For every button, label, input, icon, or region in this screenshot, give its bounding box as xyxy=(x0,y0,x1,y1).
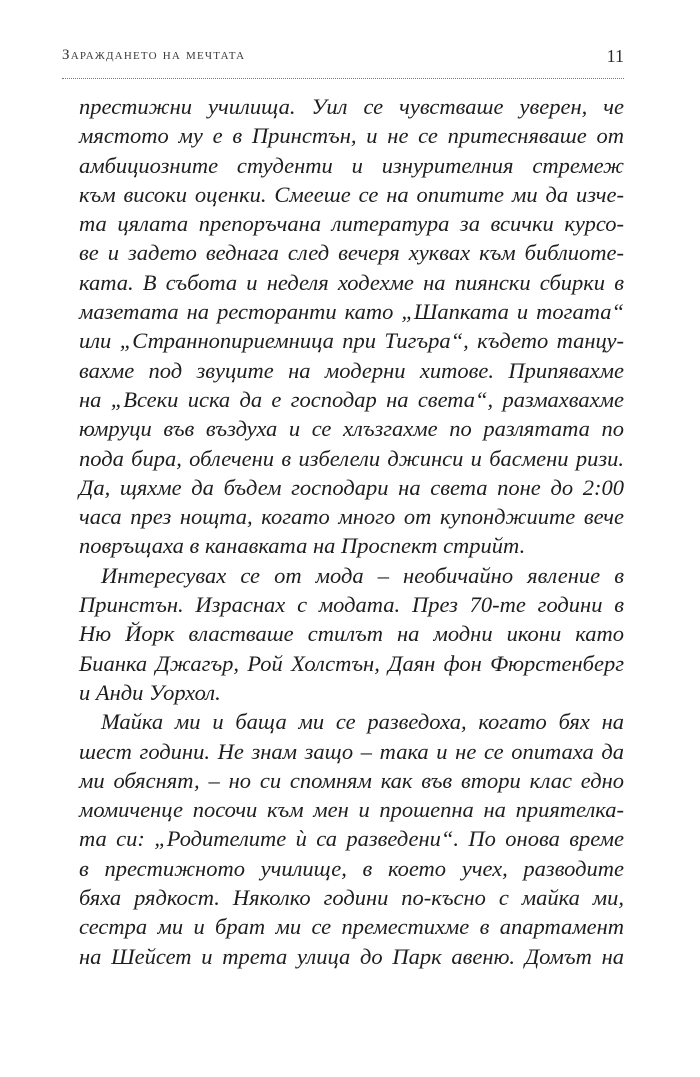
text-line: Бианка Джагър, Рой Холстън, Даян фон Фюрстенберг xyxy=(79,650,624,676)
text-line: амбициозните студенти и изнурителния стремеж xyxy=(79,152,624,178)
text-line: и Анди Уорхол. xyxy=(79,679,221,705)
text-line: Да, щяхме да бъдем господари на света поне до 2:00 xyxy=(79,474,624,500)
text-line: пода бира, облечени в избелели джинси и басмени ризи. xyxy=(79,445,624,471)
text-line: Ню Йорк властваше стилът на модни икони като xyxy=(79,621,624,647)
text-line: Майка ми и баща ми се разведоха, когато бях на xyxy=(101,709,624,735)
text-line: сестра ми и брат ми се преместихме в апартамент xyxy=(79,914,624,940)
text-line: мазетата на ресторанти като „Шапката и тогата“ xyxy=(79,299,624,325)
text-line: престижни училища. Уил се чувстваше уверен, че xyxy=(79,94,624,119)
chapter-running-title: Зараждането на мечтата xyxy=(62,47,246,63)
text-line: на Шейсет и трета улица до Парк авеню. Домът на xyxy=(79,943,624,969)
body-text xyxy=(79,92,624,971)
text-line: та си: „Родителите ѝ са разведени“. По онова време xyxy=(79,826,624,852)
paragraph-3 xyxy=(79,707,624,971)
page-number: 11 xyxy=(606,46,624,66)
text-line: часа през нощта, когато много от купонджиите вече xyxy=(79,504,624,530)
paragraph-2 xyxy=(79,561,624,707)
text-line: та цялата препоръчана литература за всички курсо- xyxy=(79,211,624,237)
text-line: ве и задето веднага след вечеря хуквах към библиоте- xyxy=(79,240,624,266)
text-line: ми обяснят, – но си спомням как във втори клас едно xyxy=(79,767,624,793)
text-line: вахме под звуците на модерни хитове. Припявахме xyxy=(79,357,624,383)
text-line: ката. В събота и неделя ходехме на пиянски сбирки в xyxy=(79,269,624,295)
text-line: Принстън. Израснах с модата. През 70-те години в xyxy=(79,592,624,618)
text-line: към високи оценки. Смееше се на опитите ми да изче- xyxy=(79,181,624,207)
text-line: в престижното училище, в което учех, разводите xyxy=(79,855,624,881)
text-line: шест години. Не знам защо – така и не се опитаха да xyxy=(79,738,624,764)
text-line: или „Страннопириемница при Тигъра“, където танцу- xyxy=(79,328,624,354)
text-line: Интересувах се от мода – необичайно явление в xyxy=(101,562,624,588)
text-line: бяха рядкост. Няколко години по-късно с майка ми, xyxy=(79,885,624,911)
text-line: юмруци във въздуха и се хлъзгахме по разлятата по xyxy=(79,416,624,442)
text-line: на „Всеки иска да е господар на света“, размахвахме xyxy=(79,386,624,412)
text-line: повръщаха в канавката на Проспект стрийт. xyxy=(79,533,526,559)
running-header xyxy=(62,46,624,79)
text-line: мястото му е в Принстън, и не се притесняваше от xyxy=(79,123,624,149)
text-line: момиченце посочи към мен и прошепна на приятелка- xyxy=(79,797,624,823)
paragraph-1 xyxy=(79,92,624,561)
